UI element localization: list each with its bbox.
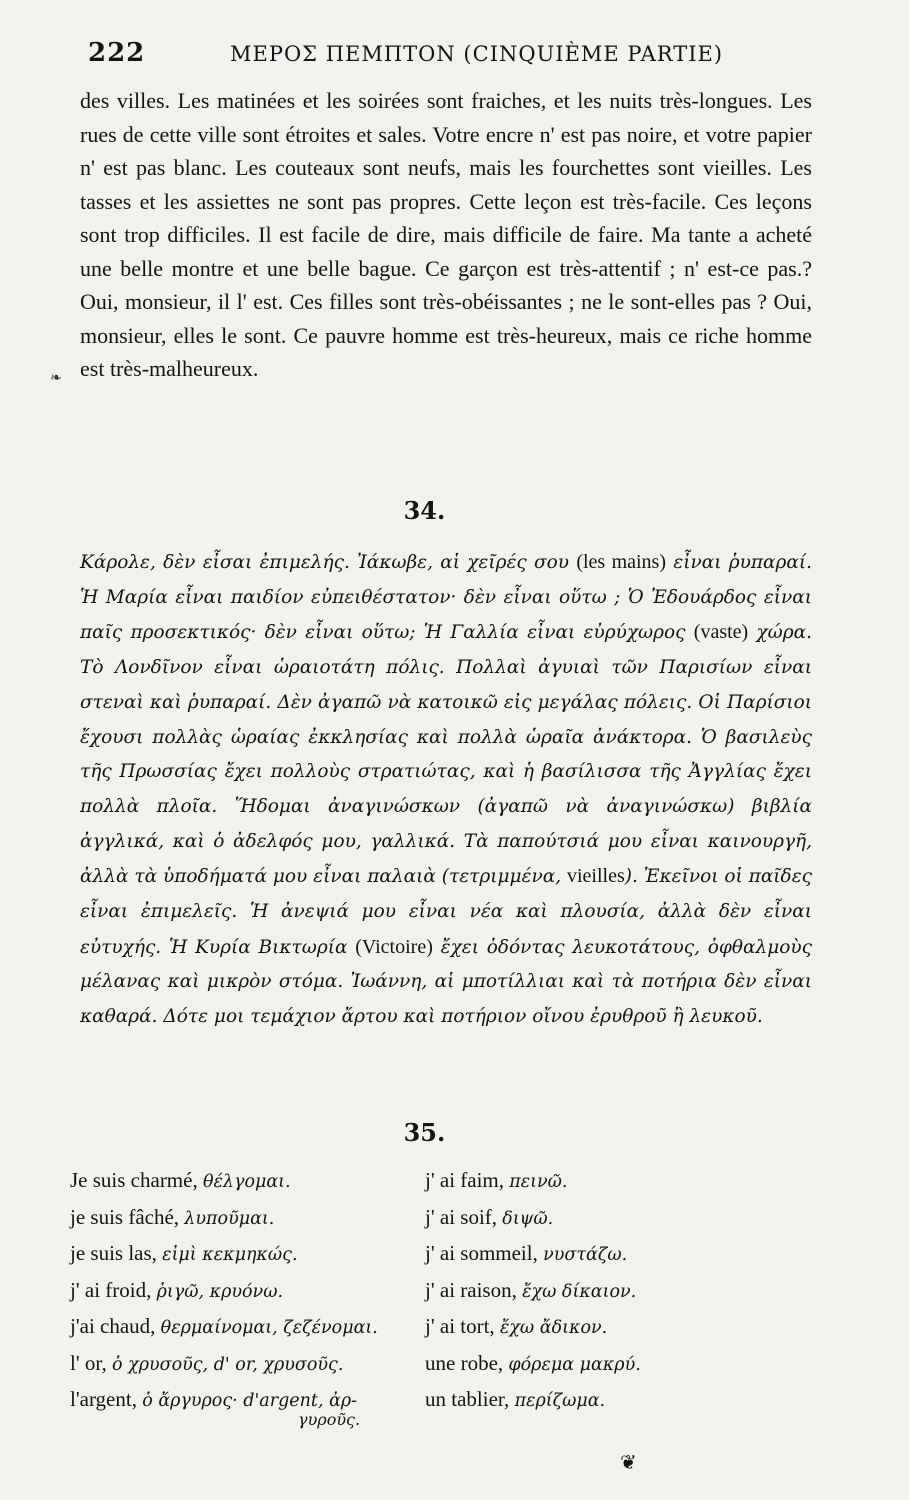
running-title: ΜΕΡΟΣ ΠΕΜΠΤΟΝ (CINQUIÈME PARTIE) bbox=[230, 42, 724, 66]
french-gloss: (les mains) bbox=[576, 551, 667, 573]
vocab-greek: πεινῶ. bbox=[509, 1172, 568, 1192]
greek-text: ). Ἐκεῖνοι οἱ παῖδες εἶναι ἐπιμελεῖς. Ἡ ἀνεψιά μου εἶναι νέα καὶ πλουσία, ἀλλὰ δὲν εἶναι εὐτυχής. Ἡ Κυρία Βικτωρία bbox=[80, 866, 812, 958]
vocab-row bbox=[70, 1314, 830, 1351]
vocab-continuation: γυροῦς. bbox=[298, 1410, 361, 1429]
vocab-row bbox=[70, 1241, 830, 1278]
vocab-row bbox=[70, 1168, 830, 1205]
vocab-greek: θέλγομαι. bbox=[202, 1172, 291, 1192]
section-number-34: 34. bbox=[403, 496, 446, 525]
vocab-row bbox=[70, 1205, 830, 1242]
vocab-greek: περίζωμα. bbox=[514, 1391, 606, 1411]
vocab-french: j'ai chaud, bbox=[70, 1314, 156, 1338]
vocab-row bbox=[70, 1387, 830, 1424]
vocab-greek: νυστάζω. bbox=[543, 1245, 628, 1265]
vocab-greek: λυποῦμαι. bbox=[184, 1208, 275, 1229]
vocab-french: une robe, bbox=[425, 1350, 504, 1375]
vocab-greek: ὁ χρυσοῦς, d' or, χρυσοῦς. bbox=[112, 1354, 344, 1375]
vocab-french: j' ai tort, bbox=[425, 1314, 495, 1338]
vocab-greek: εἰμὶ κεκμηκώς. bbox=[162, 1245, 298, 1265]
greek-text: χώρα. Τὸ Λονδῖνον εἶναι ὡραιοτάτη πόλις. Πολλαὶ ἀγυιαὶ τῶν Παρισίων εἶναι στεναὶ καὶ ῥυπαραί. Δὲν ἀγαπῶ νὰ κατοικῶ εἰς μεγάλας πόλεις. Οἱ Παρίσιοι ἔχουσι πολλὰς ὡραίας ἐκκλησίας καὶ πολλὰ ὡραῖα ἀνάκτορα. Ὁ βασιλεὺς τῆς Πρωσσίας ἔχει πολλοὺς στρατιώτας, καὶ ἡ βασίλισσα τῆς Ἀγγλίας ἔχει πολλὰ πλοῖα. Ἥδομαι ἀναγινώσκων (ἀγαπῶ νὰ ἀναγινώσκω) βιβλία ἀγγλικά, καὶ ὁ ἀδελφός μου, γαλλικά. Τὰ παπούτσιά μου εἶναι καινουργῆ, ἀλλὰ τὰ ὑποδήματά μου εἶναι παλαιὰ (τετριμμένα, bbox=[80, 622, 812, 888]
vocab-french: l' or, bbox=[70, 1350, 107, 1375]
section-number-35: 35. bbox=[403, 1118, 446, 1147]
greek-exercise-paragraph bbox=[80, 545, 812, 1035]
vocab-greek: ἔχω ἄδικον. bbox=[499, 1318, 608, 1338]
page-ornament-icon: ❦ bbox=[620, 1450, 637, 1474]
french-gloss: (vaste) bbox=[693, 621, 749, 644]
vocab-french: j' ai faim, bbox=[425, 1168, 505, 1192]
french-gloss: vieilles bbox=[566, 865, 625, 888]
french-gloss: (Victoire) bbox=[355, 935, 433, 958]
greek-text: Κάρολε, δὲν εἶσαι ἐπιμελής. Ἰάκωβε, αἱ χεῖρές σου bbox=[80, 552, 570, 573]
vocab-french: un tablier, bbox=[425, 1387, 510, 1411]
french-paragraph: des villes. Les matinées et les soirées sont fraiches, et les nuits très-longues. Les rues de cette ville sont étroites et sales. Votre encre n' est pas noire, et votre papier n' est pas blanc. Les couteaux sont neufs, mais les fourchettes sont vieilles. Les tasses et les assiettes ne sont pas propres. Cette leçon est très-facile. Ces leçons sont trop difficiles. Il est facile de dire, mais difficile de faire. Ma tante a acheté une belle montre et une belle bague. Ce garçon est très-attentif ; n' est-ce pas.? Oui, monsieur, il l' est. Ces filles sont très-obéissantes ; ne le sont-elles pas ? Oui, monsieur, elles le sont. Ce pauvre homme est très-heureux, mais ce riche homme est très-malheureux. bbox=[80, 88, 812, 381]
vocab-french: l'argent, bbox=[70, 1387, 137, 1411]
vocab-french: j' ai raison, bbox=[425, 1277, 517, 1302]
vocab-greek: ῥιγῶ, κρυόνω. bbox=[156, 1281, 284, 1302]
vocab-french: je suis fâché, bbox=[70, 1204, 180, 1229]
vocab-greek: ἔχω δίκαιον. bbox=[522, 1281, 637, 1302]
vocab-french: j' ai soif, bbox=[425, 1204, 498, 1229]
margin-mark-icon: ❧ bbox=[50, 370, 62, 386]
page-header bbox=[80, 34, 820, 74]
vocabulary-list bbox=[70, 1168, 830, 1424]
vocab-french: je suis las, bbox=[70, 1241, 157, 1265]
page-number: 222 bbox=[88, 38, 146, 68]
greek-text: εἶναι ῥυπαραί. Ἡ Μαρία εἶναι παιδίον εὐπειθέστατον· δὲν εἶναι οὕτω ; Ὁ Ἐδουάρδος εἶναι παῖς προσεκτικός· δὲν εἶναι οὕτω; Ἡ Γαλλία εἶναι εὐρύχωρος bbox=[80, 552, 812, 644]
vocab-greek: θερμαίνομαι, ζεζένομαι. bbox=[160, 1318, 378, 1338]
vocab-row bbox=[70, 1351, 830, 1388]
vocab-row bbox=[70, 1278, 830, 1315]
vocab-french: j' ai froid, bbox=[70, 1277, 152, 1302]
greek-text: ἔχει ὀδόντας λευκοτάτους, ὀφθαλμοὺς μέλανας καὶ μικρὸν στόμα. Ἰωάννη, αἱ μποτίλλιαι καὶ τὰ ποτήρια δὲν εἶναι καθαρά. Δότε μοι τεμάχιον ἄρτου καὶ ποτήριον οἴνου ἐρυθροῦ ἢ λευκοῦ. bbox=[80, 936, 812, 1028]
vocab-french: j' ai sommeil, bbox=[425, 1241, 538, 1265]
vocab-greek: φόρεμα μακρύ. bbox=[508, 1354, 641, 1375]
vocab-greek: ὁ ἄργυρος· d'argent, ἀρ- bbox=[142, 1391, 358, 1411]
vocab-greek: διψῶ. bbox=[502, 1208, 554, 1229]
vocab-french: Je suis charmé, bbox=[70, 1168, 198, 1192]
